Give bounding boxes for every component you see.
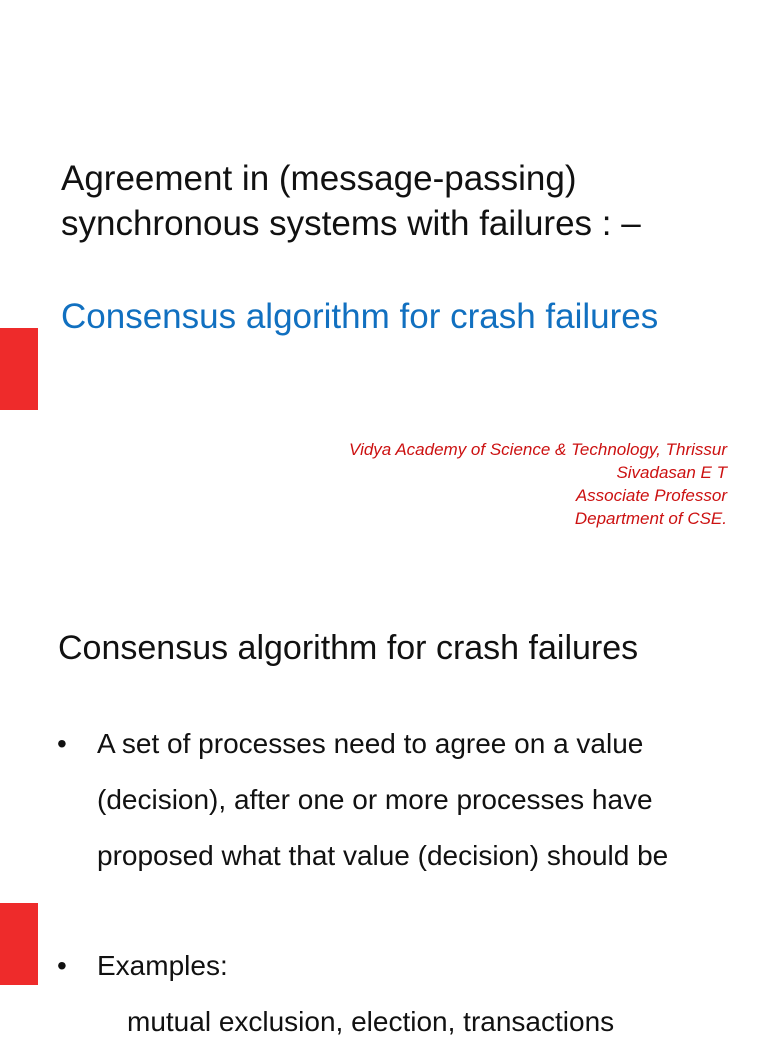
credit-author: Sivadasan E T — [616, 463, 727, 482]
bullet-text — [97, 938, 747, 994]
bullet-line: Examples: — [97, 950, 228, 981]
bullet-marker: • — [57, 728, 67, 759]
bullet-line: A set of processes need to agree on a value — [97, 728, 644, 759]
slide-2 — [0, 576, 768, 1037]
slide-title: Consensus algorithm for crash failures — [58, 629, 639, 667]
accent-bar — [0, 328, 38, 410]
bullet-marker: • — [57, 950, 67, 981]
bullet-line: proposed what that value (decision) should be — [97, 840, 669, 871]
slide-subtitle: Consensus algorithm for crash failures — [61, 297, 659, 336]
slide-title: Agreement in (message-passing) synchronous systems with failures : – — [61, 159, 641, 243]
credit-institution: Vidya Academy of Science & Technology, Thrissur — [349, 440, 727, 459]
sub-bullet-text: mutual exclusion, election, transactions — [127, 1006, 615, 1037]
credit-position: Associate Professor — [575, 486, 727, 505]
credit-department: Department of CSE. — [574, 509, 727, 528]
accent-bar — [0, 903, 38, 985]
author-credits — [349, 438, 727, 530]
bullet-text — [97, 716, 747, 884]
bullet-line: (decision), after one or more processes have — [97, 784, 653, 815]
